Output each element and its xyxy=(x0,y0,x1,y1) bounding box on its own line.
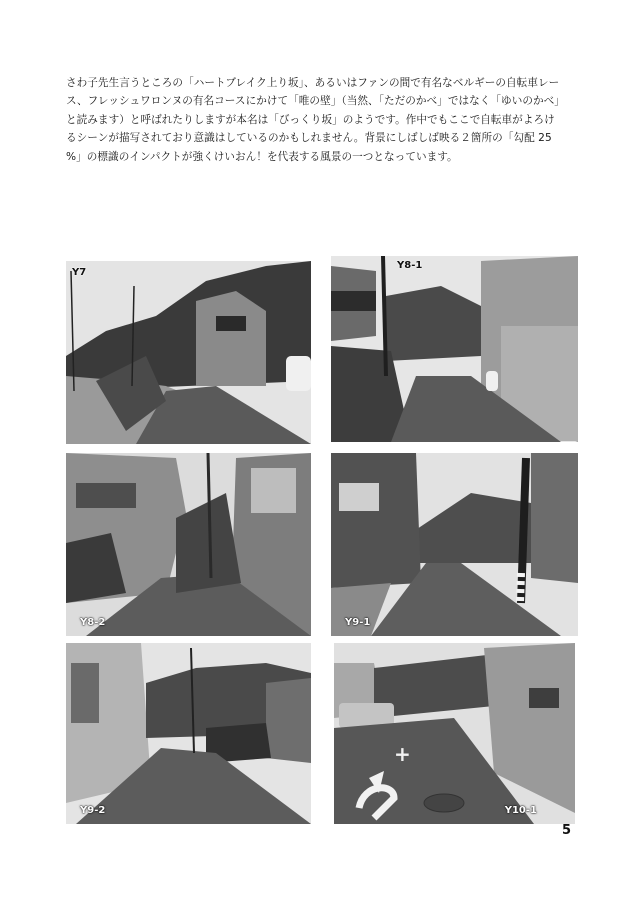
photo-label: Y8-2 xyxy=(80,617,106,628)
intro-line: ス、フレッシュワロンヌの有名コースにかけて「唯の壁」（当然、「ただのかべ」ではなく「ゆいのかべ」 xyxy=(66,95,565,108)
street-photo-image xyxy=(331,256,578,442)
photo-label: Y8-1 xyxy=(397,260,423,271)
intro-line: と読みます）と呼ばれたりしますが本名は「びっくり坂」のようです。作中でもここで自転車がよろけ xyxy=(66,113,555,126)
page-number: 5 xyxy=(562,823,572,838)
photo-y9-2 xyxy=(66,643,311,824)
photo-y8-1 xyxy=(331,256,578,442)
street-photo-image xyxy=(331,453,578,636)
street-photo-image xyxy=(66,453,311,636)
photo-label: Y10-1 xyxy=(504,805,537,816)
svg-text:+: + xyxy=(394,742,411,766)
photo-y9-1 xyxy=(331,453,578,636)
intro-paragraph xyxy=(66,74,581,166)
photo-y10-1 xyxy=(334,643,575,824)
photo-y8-2 xyxy=(66,453,311,636)
street-photo-image xyxy=(334,643,575,824)
photo-label: Y9-2 xyxy=(80,805,106,816)
intro-line: るシーンが描写されており意識はしているのかもしれません。背景にしばしば映る２箇所の「勾配 25 xyxy=(66,132,552,145)
intro-line: %」の標識のインパクトが強くけいおん！を代表する風景の一つとなっています。 xyxy=(66,150,458,163)
photo-y7 xyxy=(66,261,311,444)
street-photo-image xyxy=(66,261,311,444)
intro-line: さわ子先生言うところの「ハートブレイク上り坂」、あるいはファンの間で有名なベルギーの自転車レー xyxy=(66,77,560,89)
photo-label: Y9-1 xyxy=(345,617,371,628)
photo-label: Y7 xyxy=(72,267,87,278)
street-photo-image xyxy=(66,643,311,824)
